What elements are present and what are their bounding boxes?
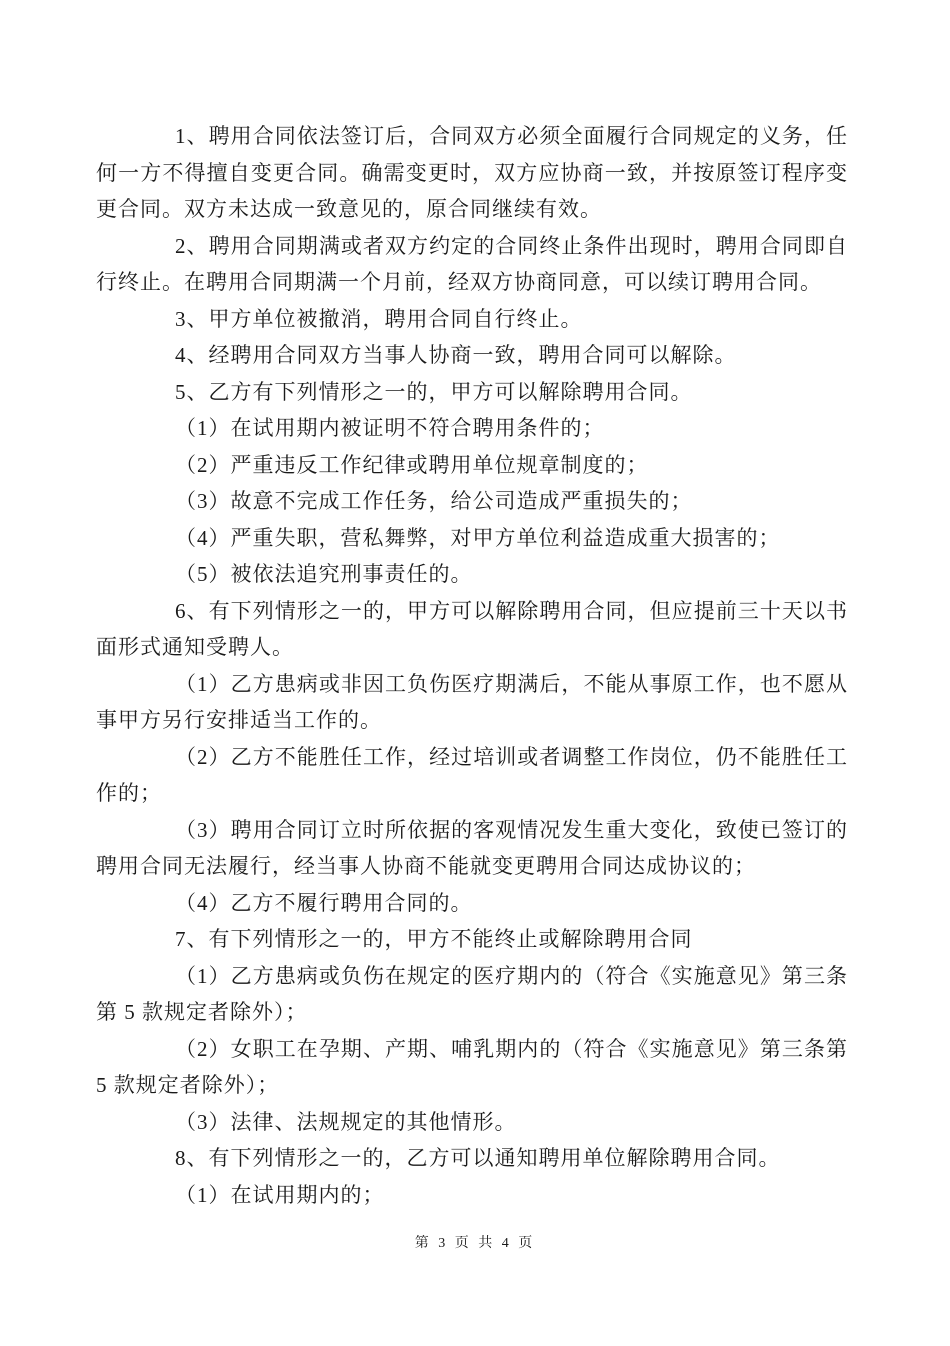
page-footer <box>0 1232 950 1252</box>
paragraph: 6、有下列情形之一的，甲方可以解除聘用合同，但应提前三十天以书面形式通知受聘人。 <box>96 598 848 659</box>
paragraph: 4、经聘用合同双方当事人协商一致，聘用合同可以解除。 <box>175 343 737 367</box>
paragraph: （2）严重违反工作纪律或聘用单位规章制度的； <box>175 452 649 477</box>
paragraph: （5）被依法追究刑事责任的。 <box>175 562 473 586</box>
document-body <box>96 118 848 1213</box>
paragraph: 5、乙方有下列情形之一的，甲方可以解除聘用合同。 <box>175 379 693 404</box>
paragraph: 3、甲方单位被撤消，聘用合同自行终止。 <box>175 306 583 331</box>
paragraph: 1、聘用合同依法签订后，合同双方必须全面履行合同规定的义务，任何一方不得擅自变更合同。确需变更时，双方应协商一致，并按原签订程序变更合同。双方未达成一致意见的，原合同继续有效。 <box>96 124 848 221</box>
paragraph: 7、有下列情形之一的，甲方不能终止或解除聘用合同 <box>175 927 693 951</box>
paragraph: （2）乙方不能胜任工作，经过培训或者调整工作岗位，仍不能胜任工作的； <box>96 744 848 805</box>
paragraph: （3）法律、法规规定的其他情形。 <box>175 1109 517 1134</box>
paragraph: 2、聘用合同期满或者双方约定的合同终止条件出现时，聘用合同即自行终止。在聘用合同期满一个月前，经双方协商同意，可以续订聘用合同。 <box>96 233 848 294</box>
paragraph: （2）女职工在孕期、产期、哺乳期内的（符合《实施意见》第三条第 5 款规定者除外）； <box>96 1036 848 1097</box>
paragraph: （1）乙方患病或负伤在规定的医疗期内的（符合《实施意见》第三条第 5 款规定者除外）； <box>96 963 848 1024</box>
paragraph: 8、有下列情形之一的，乙方可以通知聘用单位解除聘用合同。 <box>175 1146 781 1170</box>
paragraph: （4）乙方不履行聘用合同的。 <box>175 890 473 915</box>
paragraph: （1）乙方患病或非因工负伤医疗期满后，不能从事原工作，也不愿从事甲方另行安排适当工作的。 <box>96 671 848 732</box>
paragraph: （3）故意不完成工作任务，给公司造成严重损失的； <box>175 489 693 513</box>
paragraph: （1）在试用期内的； <box>175 1182 385 1207</box>
paragraph: （3）聘用合同订立时所依据的客观情况发生重大变化，致使已签订的聘用合同无法履行，经当事人协商不能就变更聘用合同达成协议的； <box>96 817 848 878</box>
page-number-indicator: 第 3 页 共 4 页 <box>414 1236 536 1251</box>
paragraph: （4）严重失职，营私舞弊，对甲方单位利益造成重大损害的； <box>175 525 781 550</box>
paragraph: （1）在试用期内被证明不符合聘用条件的； <box>175 416 605 440</box>
